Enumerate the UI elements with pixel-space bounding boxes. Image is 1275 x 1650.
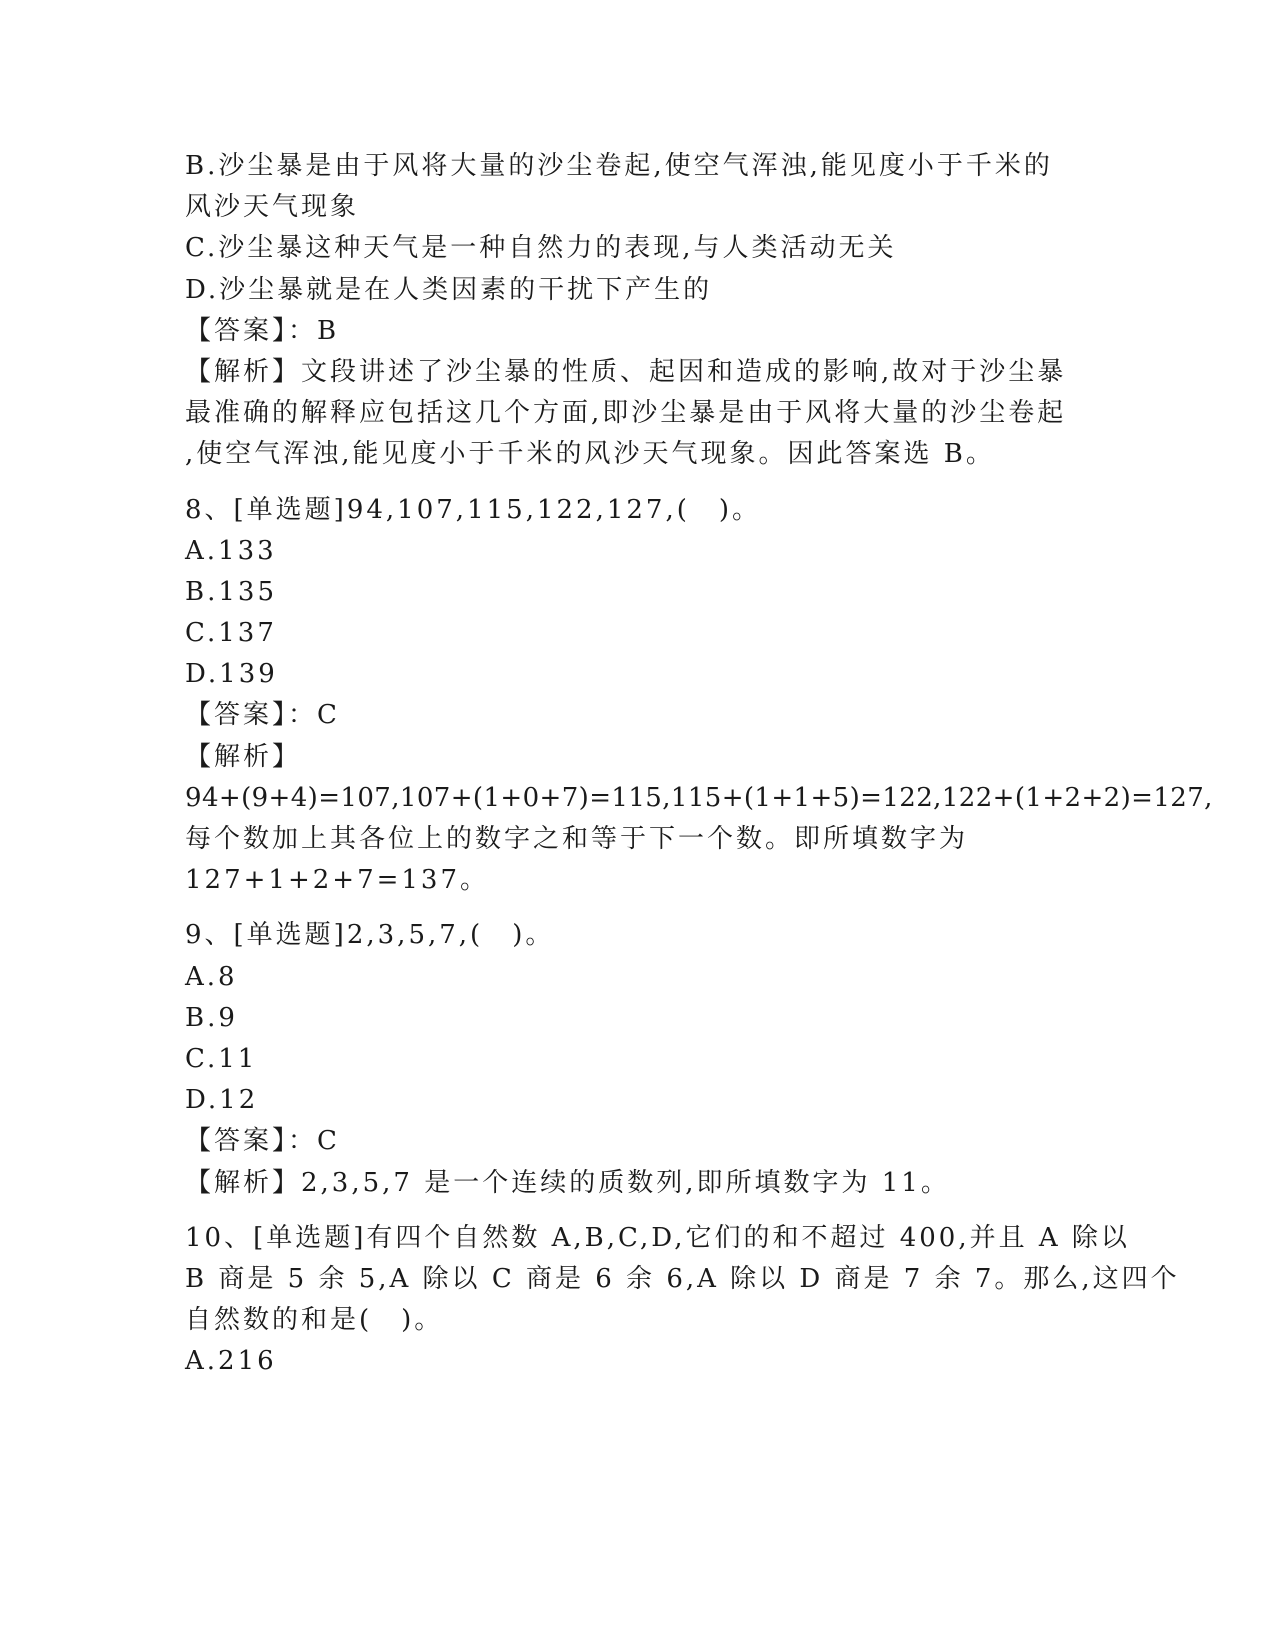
analysis-cont: 127+1+2+7=137。 [185,865,490,896]
question-8 [185,490,1213,902]
option-b: B.沙尘暴是由于风将大量的沙尘卷起,使空气浑浊,能见度小于千米的 [185,151,1053,181]
question-7-tail [185,146,1085,476]
analysis: 94+(9+4)=107,107+(1+0+7)=115,115+(1+1+5)=122,122+(1+2+2)=127, [185,782,1213,813]
option-d: D.139 [185,659,278,690]
analysis-label: 【解析】 [185,741,302,772]
option-b: B.9 [185,1002,238,1033]
answer: 【答案】：C [185,700,340,731]
analysis: 【解析】2,3,5,7 是一个连续的质数列,即所填数字为 11。 [185,1167,950,1198]
question-stem-cont: 自然数的和是( )。 [185,1305,444,1336]
analysis-cont: 最准确的解释应包括这几个方面,即沙尘暴是由于风将大量的沙尘卷起 [185,398,1067,429]
page-content [185,146,1213,1382]
analysis-cont: 每个数加上其各位上的数字之和等于下一个数。即所填数字为 [185,824,969,854]
option-c: C.11 [185,1043,258,1074]
question-stem: 9、[单选题]2,3,5,7,( )。 [185,920,555,951]
answer: 【答案】：B [185,315,340,346]
question-stem-cont: B 商是 5 余 5,A 除以 C 商是 6 余 6,A 除以 D 商是 7 余 7。那么,这四个 [185,1263,1180,1294]
option-c: C.137 [185,618,277,649]
option-a: A.216 [185,1346,277,1377]
question-stem: 8、[单选题]94,107,115,122,127,( )。 [185,494,762,525]
option-a: A.133 [185,535,277,566]
question-stem: 10、[单选题]有四个自然数 A,B,C,D,它们的和不超过 400,并且 A 除以 [185,1222,1130,1253]
answer: 【答案】：C [185,1126,340,1157]
analysis-cont: ,使空气浑浊,能见度小于千米的风沙天气现象。因此答案选 B。 [185,439,995,470]
question-9 [185,915,1085,1203]
option-a: A.8 [185,961,238,992]
analysis: 【解析】文段讲述了沙尘暴的性质、起因和造成的影响,故对于沙尘暴 [185,356,1067,387]
option-b: B.135 [185,576,277,607]
option-b-cont: 风沙天气现象 [185,192,360,223]
option-c: C.沙尘暴这种天气是一种自然力的表现,与人类活动无关 [185,233,897,264]
option-d: D.沙尘暴就是在人类因素的干扰下产生的 [185,274,713,305]
option-d: D.12 [185,1085,259,1116]
question-10 [185,1218,1180,1383]
